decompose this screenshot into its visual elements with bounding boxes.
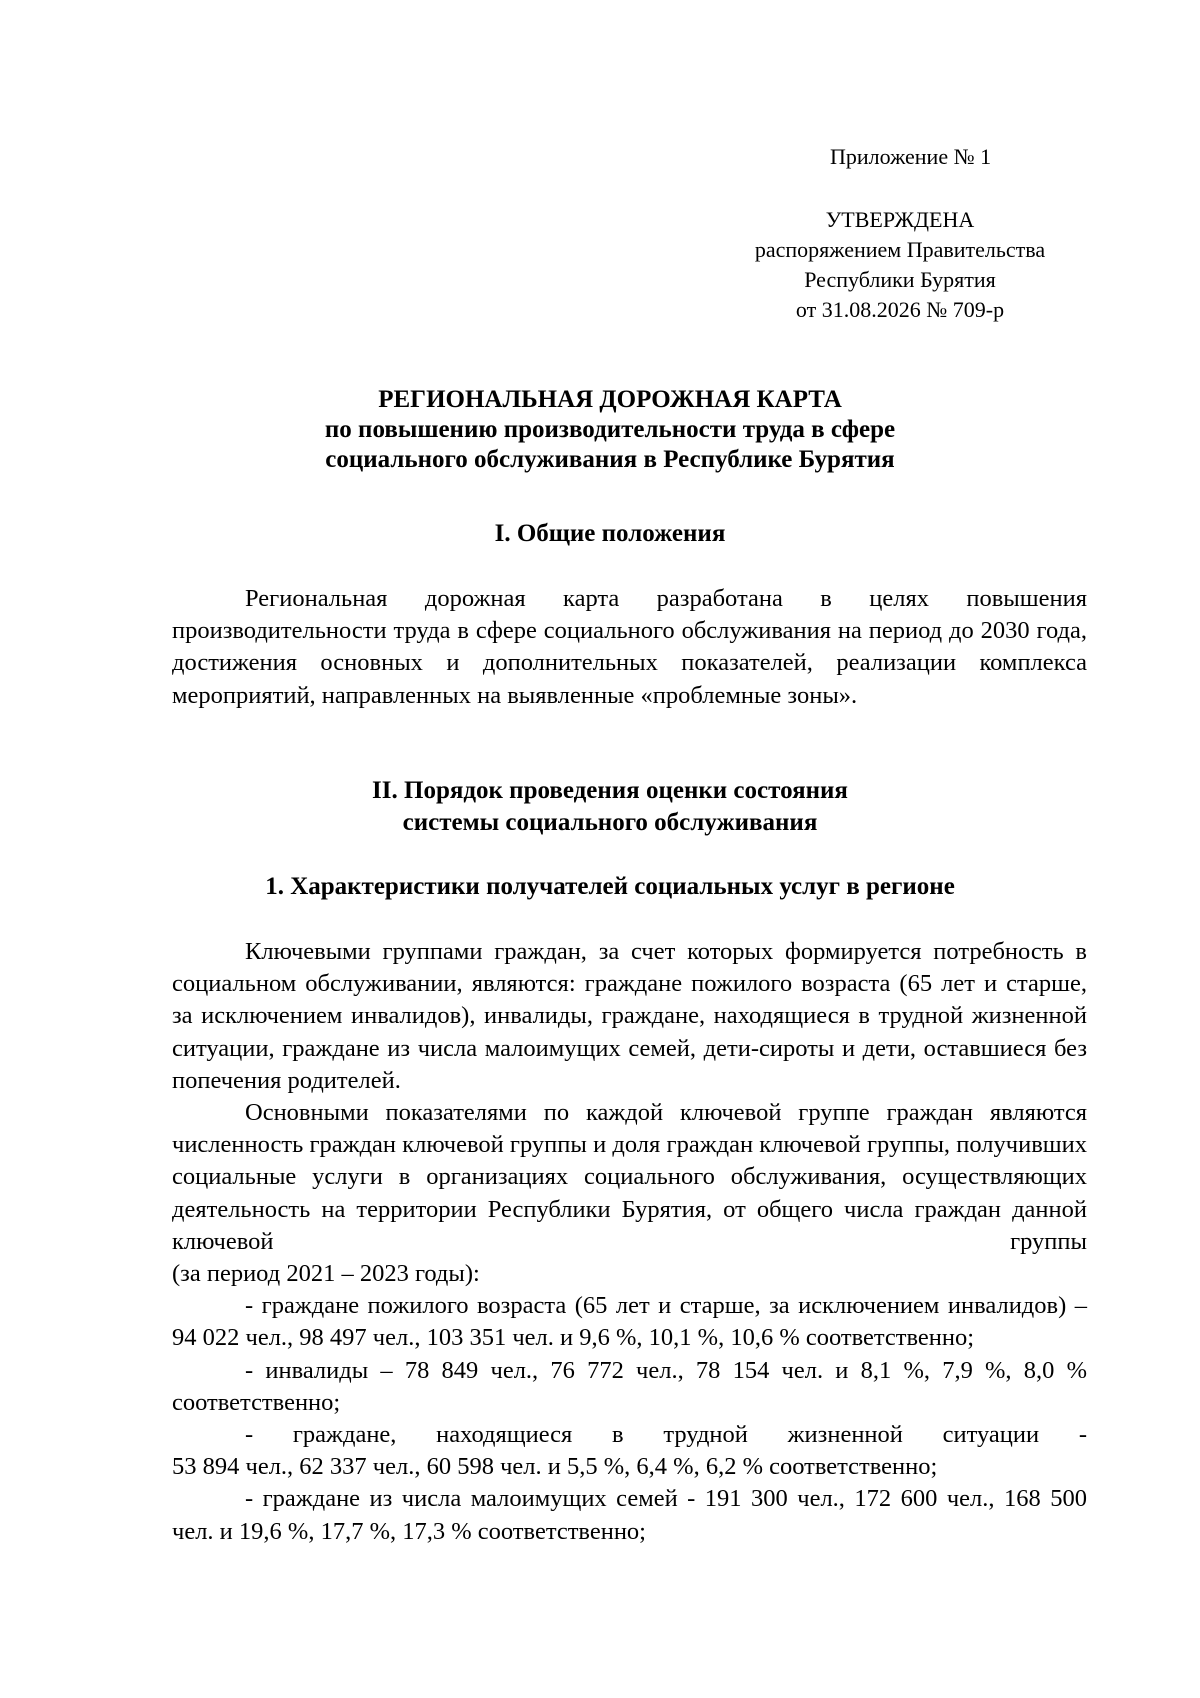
- list-item: - граждане, находящиеся в трудной жизненной ситуации -: [245, 1421, 1087, 1449]
- paragraph: (за период 2021 – 2023 годы):: [172, 1260, 480, 1288]
- list-item: - инвалиды – 78 849 чел., 76 772 чел., 78 154 чел. и 8,1 %, 7,9 %, 8,0 % соответственно;: [172, 1356, 1087, 1416]
- section-heading: [120, 775, 1100, 839]
- list-item: - граждане из числа малоимущих семей - 191 300 чел., 172 600 чел., 168 500 чел. и 19,6 %, 17,7 %, 17,3 % соответственно;: [172, 1485, 1087, 1545]
- title-line: социального обслуживания в Республике Бурятия: [325, 446, 895, 473]
- appendix-label: Приложение № 1: [830, 144, 992, 169]
- title-line: РЕГИОНАЛЬНАЯ ДОРОЖНАЯ КАРТА: [378, 386, 842, 413]
- approval-line: распоряжением Правительства: [754, 237, 1046, 262]
- document-title: [120, 385, 1100, 475]
- subsection-heading-text: 1. Характеристики получателей социальных услуг в регионе: [265, 873, 955, 900]
- list-item: - граждане пожилого возраста (65 лет и старше, за исключением инвалидов) – 94 022 чел., 98 497 чел., 103 351 чел. и 9,6 %, 10,1 %, 10,6 % соответственно;: [172, 1292, 1087, 1352]
- approval-line: Республики Бурятия: [804, 267, 996, 292]
- section-heading: [120, 518, 1100, 550]
- approval-line: от 31.08.2026 № 709-р: [795, 297, 1005, 322]
- section1-body: [172, 583, 1087, 712]
- approval-block: [720, 205, 1080, 325]
- section-heading-text: I. Общие положения: [494, 520, 726, 547]
- paragraph: Региональная дорожная карта разработана в целях повышения производительности труда в сфере социального обслуживания на период до 2030 года, достижения основных и дополнительных показателей, реализации комплекса мероприятий, направленных на выявленные «проблемные зоны».: [172, 585, 1087, 709]
- section2-body: [172, 936, 1087, 1548]
- subsection-heading: [120, 871, 1100, 903]
- list-item-continued: 53 894 чел., 62 337 чел., 60 598 чел. и 5,5 %, 6,4 %, 6,2 % соответственно;: [172, 1453, 938, 1481]
- paragraph: Основными показателями по каждой ключевой группе граждан являются численность граждан ключевой группы и доля граждан ключевой группы, получивших социальные услуги в организациях социального обслуживания, осуществляющих деятельность на территории Республики Бурятия, от общего числа граждан данной ключевой группы: [172, 1099, 1087, 1255]
- paragraph: Ключевыми группами граждан, за счет которых формируется потребность в социальном обслуживании, являются: граждане пожилого возраста (65 лет и старше, за исключением инвалидов), инвалиды, граждане, находящиеся в трудной жизненной ситуации, граждане из числа малоимущих семей, дети-сироты и дети, оставшиеся без попечения родителей.: [172, 938, 1087, 1094]
- title-line: по повышению производительности труда в сфере: [324, 416, 896, 443]
- approval-line: УТВЕРЖДЕНА: [825, 207, 975, 232]
- section-heading-line: системы социального обслуживания: [402, 809, 818, 836]
- section-heading-line: II. Порядок проведения оценки состояния: [372, 777, 848, 804]
